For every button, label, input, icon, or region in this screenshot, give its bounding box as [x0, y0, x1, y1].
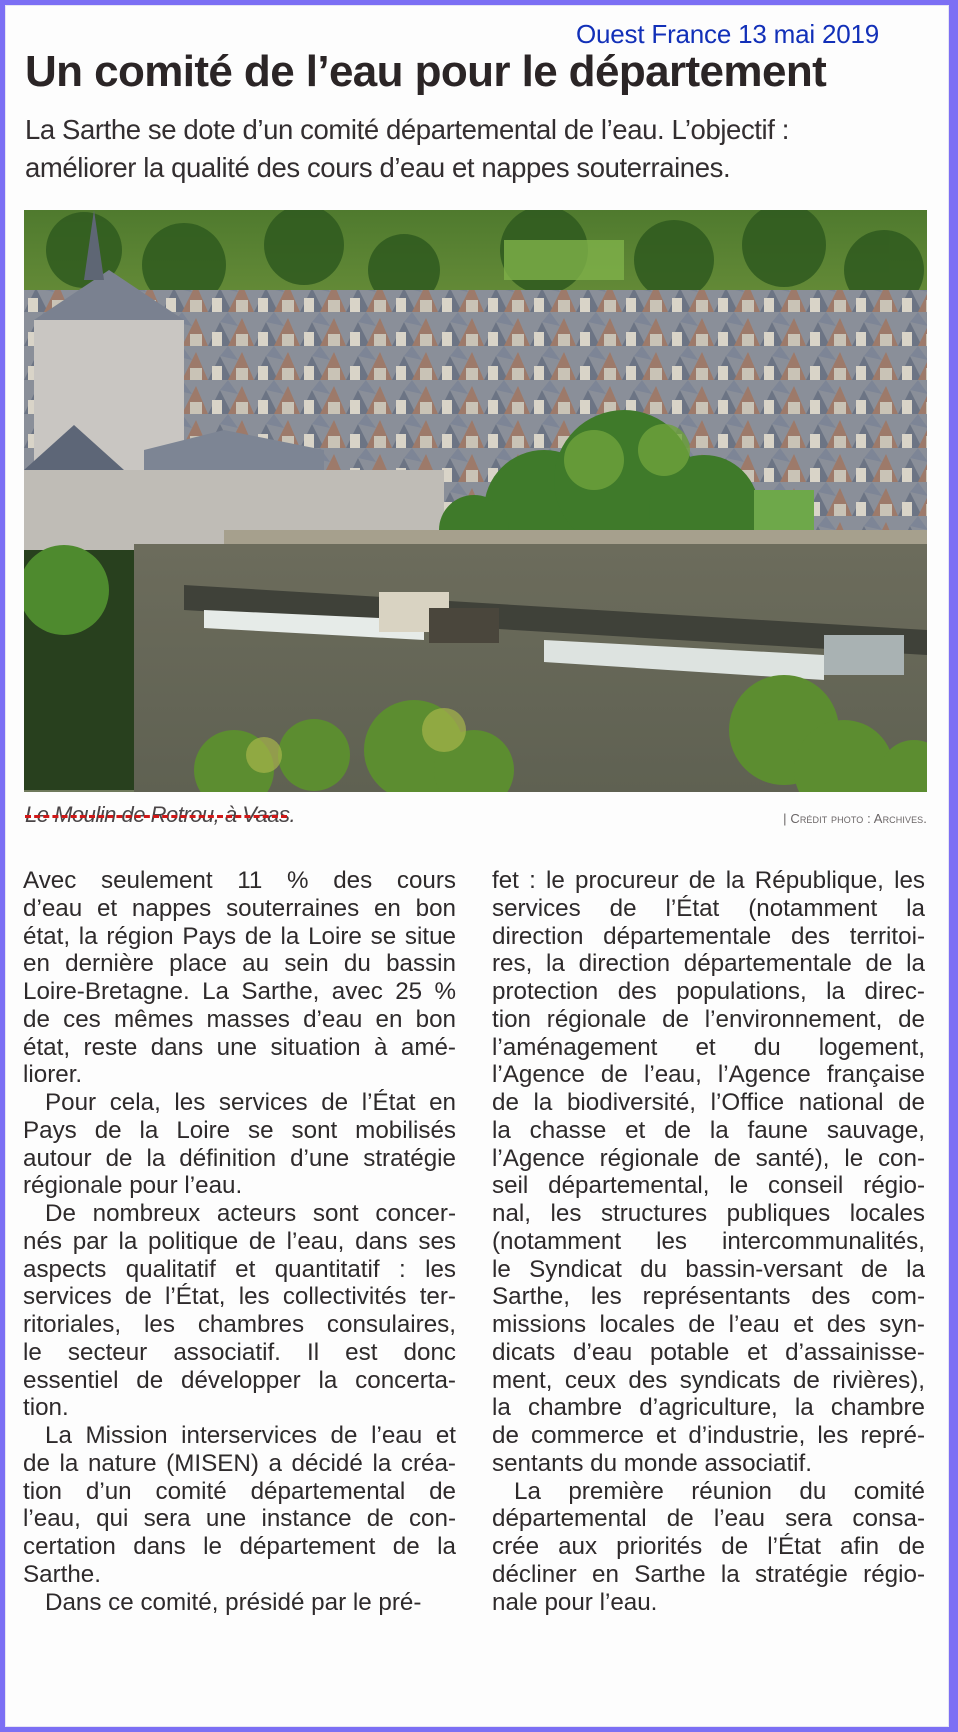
body-line: tion.: [23, 1394, 69, 1422]
body-column-right: [492, 867, 925, 1616]
body-line: état, reste dans une situation à amé-: [23, 1033, 456, 1061]
body-line: nal, les structures publiques locales: [492, 1200, 925, 1227]
body-line: protection des populations, la direc-: [492, 978, 925, 1005]
body-line: régionale pour l’eau.: [23, 1172, 243, 1200]
body-line: l’Agence régionale de santé), le con-: [492, 1144, 925, 1172]
body-line: res, la direction départementale de la: [492, 950, 925, 978]
body-line: nale pour l’eau.: [492, 1588, 658, 1616]
body-line: tion régionale de l’environnement, de: [492, 1005, 925, 1033]
source-attribution: Ouest France 13 mai 2019: [576, 19, 880, 49]
body-line: état, la région Pays de la Loire se situe: [23, 922, 456, 950]
body-line: nés par la politique de l’eau, dans ses: [23, 1227, 456, 1255]
body-line: de la biodiversité, l’Office national de: [492, 1089, 925, 1116]
body-line: fet : le procureur de la République, les: [492, 867, 925, 894]
standfirst-line: améliorer la qualité des cours d’eau et nappes souterraines.: [25, 152, 731, 183]
body-line: La première réunion du comité: [514, 1477, 925, 1505]
red-strikethrough: [25, 815, 287, 818]
body-line: sentants du monde associatif.: [492, 1449, 813, 1477]
standfirst: [25, 111, 925, 187]
body-line: ment, ceux des syndicats de rivières),: [492, 1366, 925, 1394]
body-line: Sarthe.: [23, 1560, 101, 1588]
body-line: le Syndicat du bassin-versant de la: [492, 1255, 925, 1283]
body-line: services de l’État, les collectivités ter-: [23, 1283, 456, 1311]
body-line: seil départemental, le conseil régio-: [492, 1172, 925, 1200]
body-line: décliner en Sarthe la stratégie régio-: [492, 1560, 925, 1588]
body-line: ritoriales, les chambres consulaires,: [23, 1311, 456, 1338]
body-line: Avec seulement 11 % des cours: [23, 867, 456, 894]
photo-credit: | Crédit photo : Archives.: [783, 811, 927, 826]
body-line: certation dans le département de la: [23, 1533, 456, 1560]
body-line: de commerce et d’industrie, les repré-: [492, 1422, 925, 1449]
village-river-photo-illustration: [24, 210, 927, 792]
body-line: dicats d’eau potable et d’assainisse-: [492, 1338, 925, 1366]
headline: Un comité de l’eau pour le département: [25, 47, 827, 96]
body-line: d’eau et nappes souterraines en bon: [23, 894, 456, 922]
body-line: tion d’un comité départemental de: [23, 1477, 456, 1505]
body-line: services de l’État (notamment la: [492, 894, 925, 922]
body-line: en dernière place au sein du bassin: [23, 950, 456, 978]
body-line: autour de la définition d’une stratégie: [23, 1144, 456, 1172]
body-line: la chasse et de la faune sauvage,: [492, 1116, 925, 1144]
body-line: Dans ce comité, présidé par le pré-: [45, 1588, 422, 1616]
body-line: (notamment les intercommunalités,: [492, 1227, 925, 1255]
body-line: crée aux priorités de l’État afin de: [492, 1533, 925, 1560]
body-line: liorer.: [23, 1061, 83, 1089]
body-line: Pour cela, les services de l’État en: [45, 1089, 456, 1116]
body-line: l’aménagement et du logement,: [492, 1033, 925, 1061]
body-line: départemental de l’eau sera consa-: [492, 1505, 925, 1533]
photo-caption: [25, 802, 295, 828]
body-line: la chambre d’agriculture, la chambre: [492, 1394, 925, 1422]
caption-text: Le Moulin de Rotrou, à Vaas.: [25, 802, 296, 827]
body-line: essentiel de développer la concerta-: [23, 1366, 456, 1394]
body-line: La Mission interservices de l’eau et: [45, 1422, 456, 1449]
body-line: l’eau, qui sera une instance de con-: [23, 1505, 456, 1533]
body-column-left: [23, 867, 456, 1616]
body-line: de ces mêmes masses d’eau en bon: [23, 1005, 456, 1033]
body-line: missions locales de l’eau et des syn-: [492, 1311, 925, 1338]
body-line: direction départementale des territoi-: [492, 922, 925, 950]
body-line: de la nature (MISEN) a décidé la créa-: [23, 1449, 456, 1477]
body-line: De nombreux acteurs sont concer-: [45, 1200, 456, 1227]
body-line: Sarthe, les représentants des com-: [492, 1283, 925, 1311]
body-line: Loire-Bretagne. La Sarthe, avec 25 %: [23, 978, 456, 1005]
body-line: Pays de la Loire se sont mobilisés: [23, 1116, 456, 1144]
standfirst-line: La Sarthe se dote d’un comité départemental de l’eau. L’objectif :: [25, 114, 789, 145]
body-line: le secteur associatif. Il est donc: [23, 1338, 456, 1366]
article-photo: [24, 210, 927, 792]
body-line: l’Agence de l’eau, l’Agence française: [492, 1061, 925, 1089]
body-line: aspects qualitatif et quantitatif : les: [23, 1255, 456, 1283]
newspaper-clipping: [5, 5, 949, 1727]
